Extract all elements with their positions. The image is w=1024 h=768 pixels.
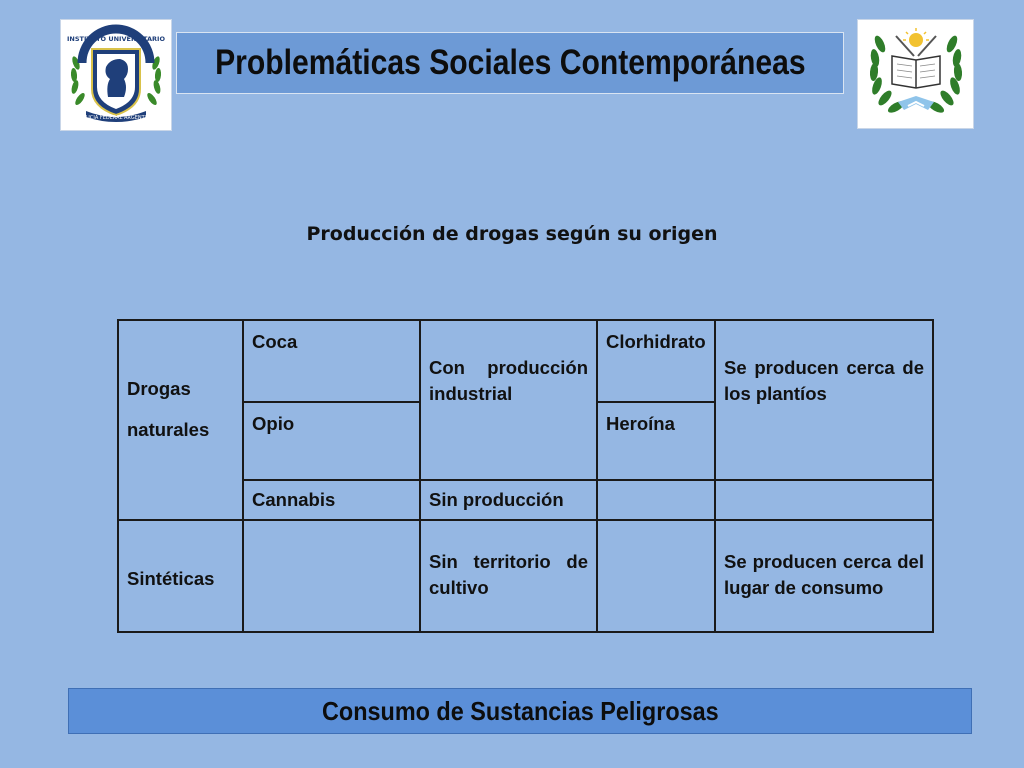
table-cell-empty — [597, 480, 715, 520]
section-subtitle: Producción de drogas según su origen — [306, 223, 718, 245]
drug-production-table — [117, 319, 934, 633]
table-cell-sin-territorio: Sin territorio de cultivo — [420, 520, 597, 632]
naturales-label-1: Drogas — [127, 378, 191, 399]
footer-text: Consumo de Sustancias Peligrosas — [321, 695, 719, 726]
institute-logo — [60, 19, 172, 131]
table-cell-sinteticas: Sintéticas — [118, 520, 243, 632]
table-cell-cannabis: Cannabis — [243, 480, 420, 520]
table-cell-sin-produccion: Sin producción — [420, 480, 597, 520]
table-cell-cerca-plantios: Se producen cerca de los plantíos — [715, 320, 933, 480]
svg-text:INSTITUTO UNIVERSITARIO: INSTITUTO UNIVERSITARIO — [67, 35, 165, 43]
page-title: Problemáticas Sociales Contemporáneas — [214, 43, 806, 82]
table-cell-coca: Coca — [243, 320, 420, 402]
book-laurel-emblem-icon — [862, 22, 970, 126]
table-cell-empty — [243, 520, 420, 632]
con-produccion-line: Con producción industrial — [429, 357, 588, 404]
table-cell-empty — [715, 480, 933, 520]
table-row — [118, 520, 933, 632]
school-logo — [857, 19, 974, 129]
naturales-label-2: naturales — [127, 419, 210, 440]
table-cell-cerca-consumo: Se producen cerca del lugar de consumo — [715, 520, 933, 632]
table-cell-empty — [597, 520, 715, 632]
footer-banner — [68, 688, 972, 734]
table-cell-clorhidrato: Clorhidrato — [597, 320, 715, 402]
page-title-box — [176, 32, 844, 94]
table-cell-opio: Opio — [243, 402, 420, 480]
table-cell-naturales — [118, 320, 243, 520]
police-institute-emblem-icon — [64, 23, 168, 127]
svg-text:POLICIA FEDERAL ARGENTINA: POLICIA FEDERAL ARGENTINA — [78, 115, 154, 121]
table-cell-con-produccion — [420, 320, 597, 480]
table-cell-heroina: Heroína — [597, 402, 715, 480]
table-row — [118, 320, 933, 402]
